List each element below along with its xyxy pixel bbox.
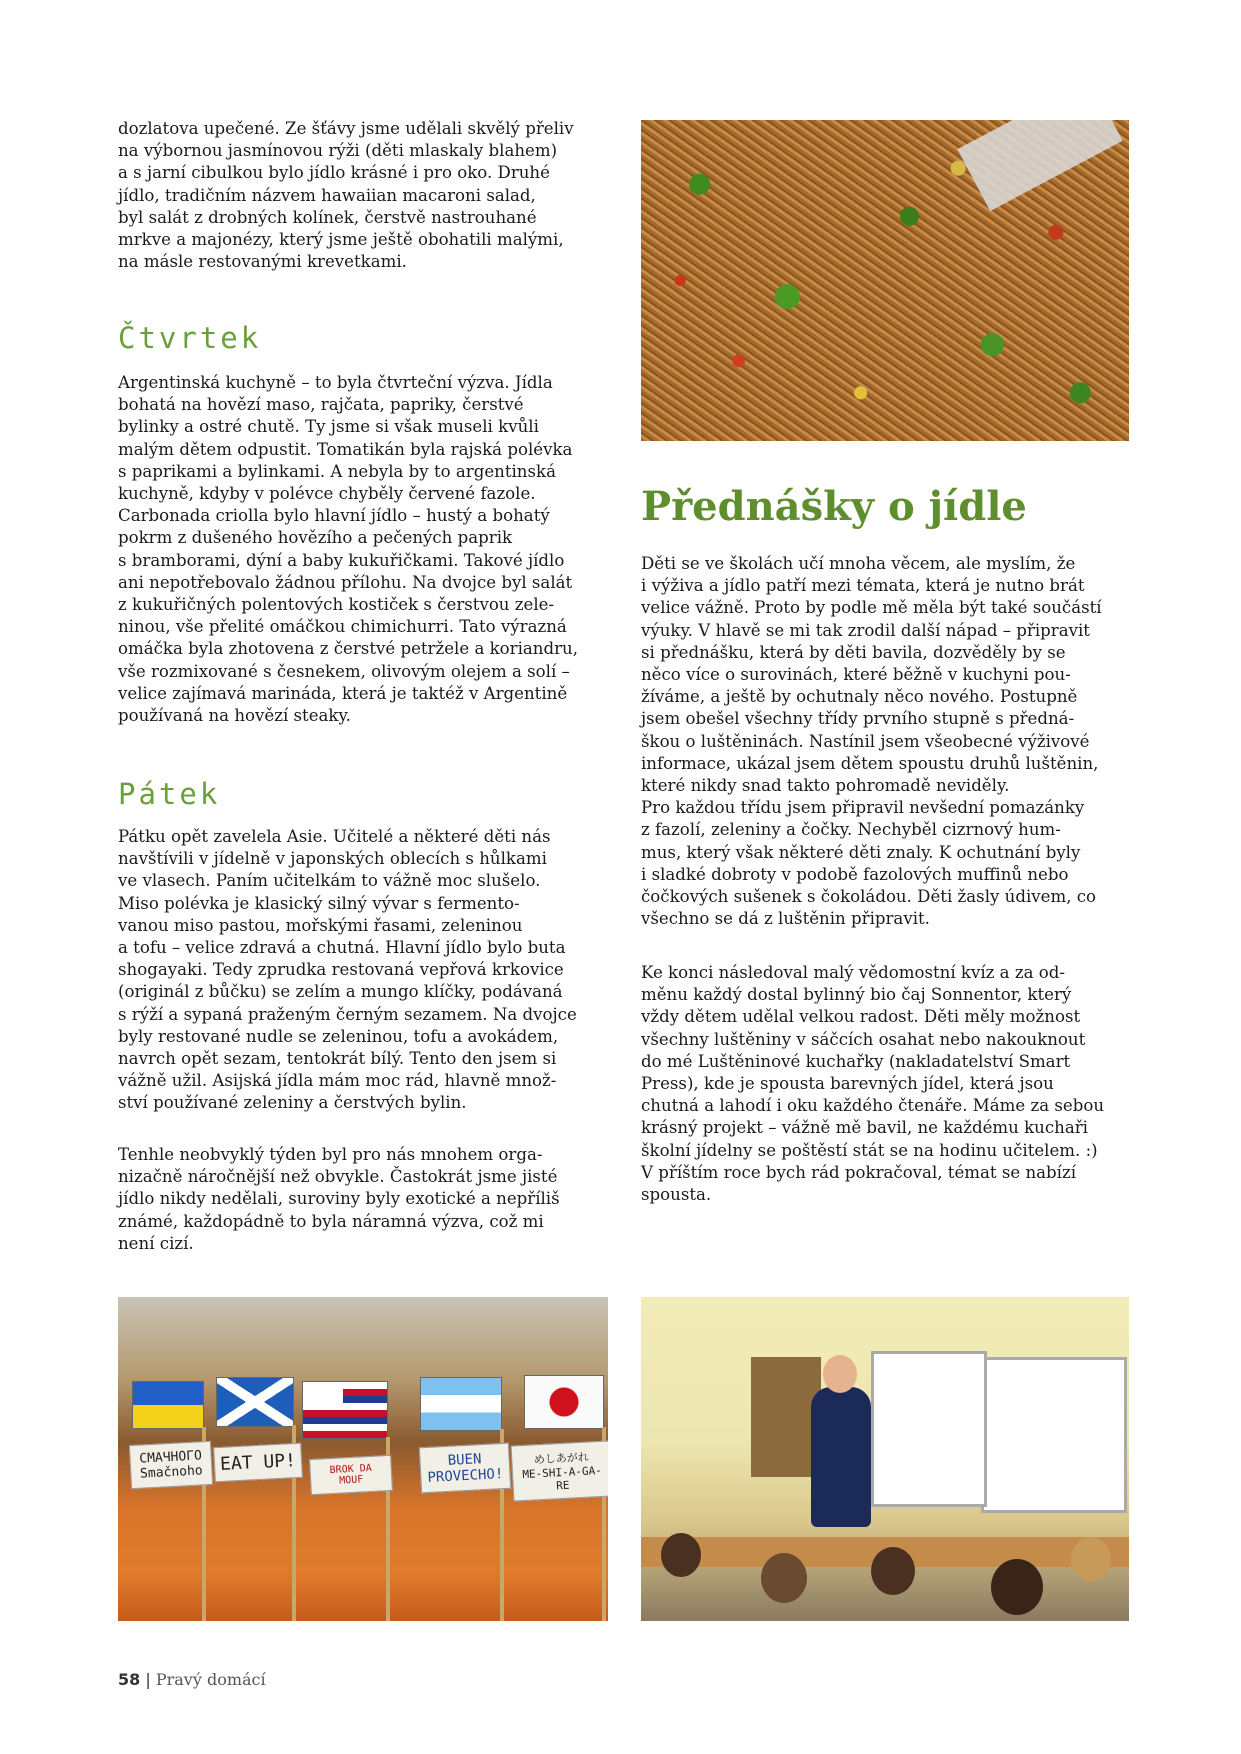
student-head: [1071, 1537, 1111, 1581]
teacher-head: [823, 1355, 857, 1393]
student-head: [871, 1547, 915, 1595]
magazine-name: Pravý domácí: [155, 1670, 266, 1689]
lecture-paragraph-1: Děti se ve školách učí mnoha věcem, ale myslím, že i výživa a jídlo patří mezi témata, která je nutno brát velice vážně. Proto by podle mě měla být také součástí výuky. V hlavě se mi tak zrodil další nápad – připravit si přednášku, která by děti bavila, dozvěděly by se něco více o surovinách, které běžně v kuchyni pou- žíváme, a ještě by ochutnaly něco nového. Postupně jsem obešel všechny třídy prvního stupně s předná- škou o luštěninách. Nastínil jsem všeobecné výživové informace, ukázal jsem dětem spoustu druhů luštěnin, které nikdy snad takto pohromadě neviděly. Pro každou třídu jsem připravil nevšední pomazánky z fazolí, zeleniny a čočky. Nechyběl cizrnový hum- mus, který však některé děti znaly. K ochutnání byly i sladké dobroty v podobě fazolových muffinů nebo čočkových sušenek s čokoládou. Děti žasly údivem, co všechno se dá z luštěnin připravit.: [641, 554, 1102, 929]
thursday-paragraph: Argentinská kuchyně – to byla čtvrteční výzva. Jídla bohatá na hovězí maso, rajčata, papriky, čerstvé bylinky a ostré chutě. Ty jsme si však museli kvůli malým dětem odpustit. Tomatikán byla rajská polévka s paprikami a bylinkami. A nebyla by to argentinská kuchyně, kdyby v polévce chyběly červené fazole. Carbonada criolla bylo hlavní jídlo – hustý a bohatý pokrm z dušeného hovězího a pečených paprik s bramborami, dýní a baby kukuřičkami. Takové jídlo ani nepotřebovalo žádnou přílohu. Na dvojce byl salát z kukuřičných polentových kostiček s čerstvou zele- ninou, vše přelité omáčkou chimichurri. Tato výrazná omáčka byla zhotovena z čerstvé petržele a koriandru, vše rozmixované s česnekem, olivovým olejem a solí – velice zajímavá marináda, která je taktéž v Argentině používaná na hovězí steaky.: [118, 373, 579, 726]
argentina-flag: [420, 1377, 502, 1431]
whiteboard: [871, 1351, 987, 1507]
section-title: Přednášky o jídle: [641, 483, 1027, 530]
sign-meshiagare: めしあがれ ME-SHI-A-GA-RE: [511, 1440, 608, 1501]
sign-buen-provecho: BUEN PROVECHO!: [419, 1443, 511, 1494]
lecture-paragraph-2: Ke konci následoval malý vědomostní kvíz a za od- měnu každý dostal bylinný bio čaj Sonnentor, který vždy dětem udělal velkou radost. Děti měly možnost všechny luštěniny v sáčcích osahat nebo nakouknout do mé Luštěninové kuchařky (nakladatelství Smart Press), kde je spousta barevných jídel, která jsou chutná a lahodí i oku každého čtenáře. Máme za sebou krásný projekt – vážně mě bavil, ne každému kuchaři školní jídelny se poštěstí stát se na hodinu učitelem. :) V příštím roce bych rád pokračoval, témat se nabízí spousta.: [641, 963, 1105, 1205]
flags-photo: [118, 1297, 608, 1621]
page-number: 58: [118, 1670, 141, 1689]
thursday-heading: Čtvrtek: [118, 321, 262, 355]
footer-separator: |: [145, 1670, 151, 1689]
student-head: [761, 1553, 807, 1603]
hawaii-flag: [302, 1381, 388, 1439]
sign-ukrainian: СМАЧНОГО Smačnoho: [129, 1441, 213, 1489]
sign-eat-up: EAT UP!: [213, 1443, 303, 1483]
friday-paragraph: Pátku opět zavelela Asie. Učitelé a některé děti nás navštívili v jídelně v japonských oblecích s hůlkami ve vlasech. Paním učitelkám to vážně moc slušelo. Miso polévka je klasický silný vývar s fermento- vanou miso pastou, mořskými řasami, zeleninou a tofu – velice zdravá a chutná. Hlavní jídlo bylo buta shogayaki. Tedy zprudka restovaná vepřová krkovice (originál z bůčku) se zelím a mungo klíčky, podávaná s rýží a sypaná praženým černým sezamem. Na dvojce byly restované nudle se zeleninou, tofu a avokádem, navrch opět sezam, tentokrát bílý. Tento den jsem si vážně užil. Asijská jídla mám moc rád, hlavně množ- ství používané zeleniny a čerstvých bylin.: [118, 827, 577, 1113]
whiteboard: [981, 1357, 1127, 1513]
noodles-photo: [641, 120, 1129, 441]
classroom-photo: [641, 1297, 1129, 1621]
teacher-figure: [811, 1387, 871, 1527]
friday-heading: Pátek: [118, 777, 221, 811]
japan-flag: [524, 1375, 604, 1429]
sign-brok-da-mouf: BROK DA MOUF: [309, 1455, 393, 1495]
ukraine-flag: [132, 1381, 204, 1429]
intro-paragraph: dozlatova upečené. Ze šťávy jsme udělali skvělý přeliv na výbornou jasmínovou rýži (děti mlaskaly blahem) a s jarní cibulkou bylo jídlo krásné i pro oko. Druhé jídlo, tradičním názvem hawaiian macaroni salad, byl salát z drobných kolínek, čerstvě nastrouhané mrkve a majonézy, který jsme ještě obohatili malými, na másle restovanými krevetkami.: [118, 119, 574, 272]
tape-strip: [957, 120, 1122, 211]
student-head: [991, 1559, 1043, 1615]
scotland-flag: [216, 1377, 294, 1427]
student-head: [661, 1533, 701, 1577]
page-footer: [118, 1670, 266, 1689]
closing-paragraph: Tenhle neobvyklý týden byl pro nás mnohem orga- nizačně náročnější než obvykle. Častokrát jsme jisté jídlo nikdy nedělali, suroviny byly exotické a nepříliš známé, každopádně to byla náramná výzva, což mi není cizí.: [118, 1145, 560, 1253]
